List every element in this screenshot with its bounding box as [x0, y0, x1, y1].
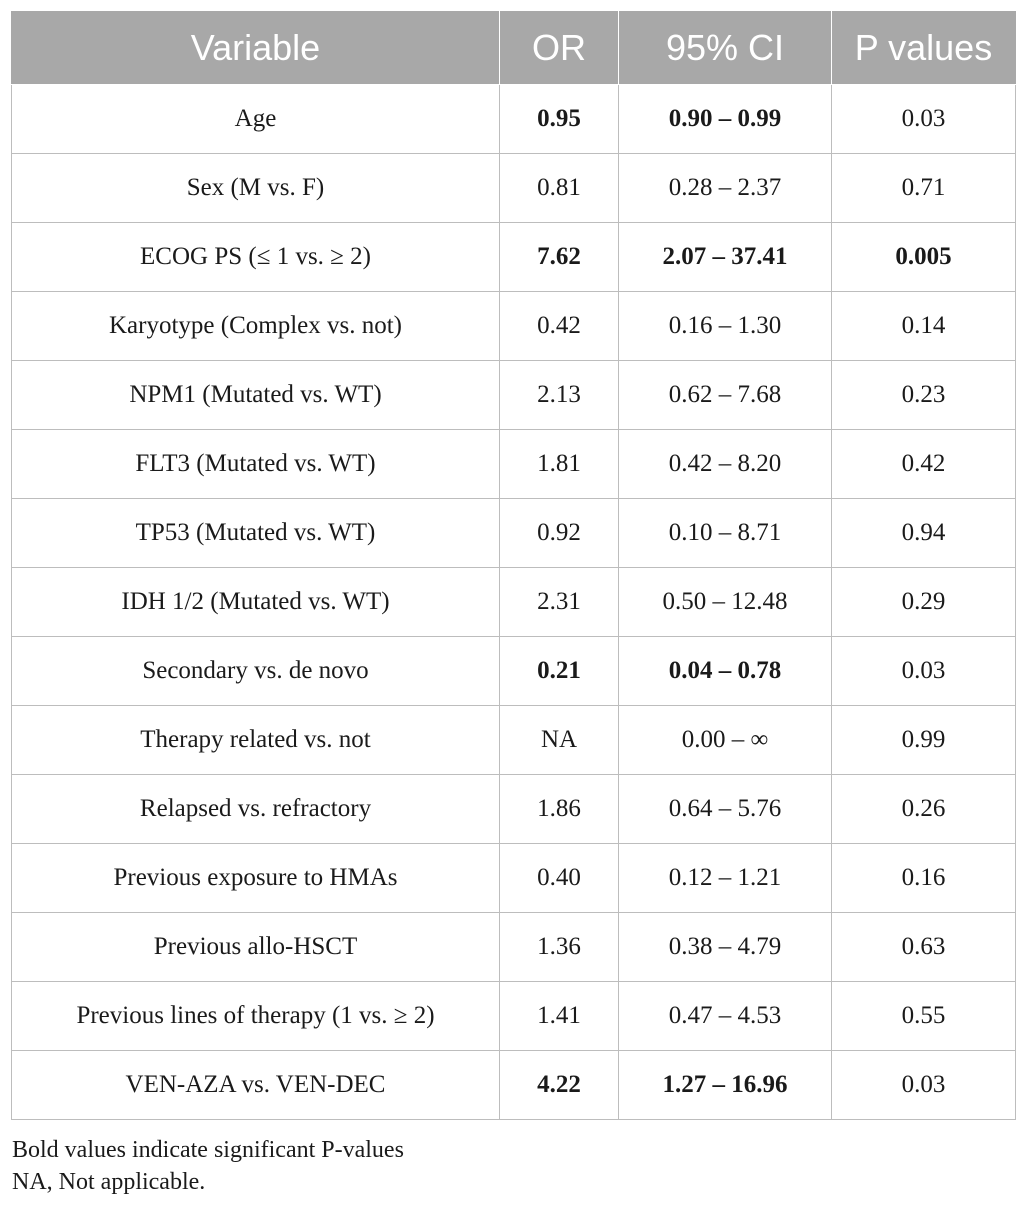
cell-variable: Sex (M vs. F) — [12, 154, 500, 223]
table-row — [12, 430, 1016, 499]
cell-p-value: 0.29 — [832, 568, 1016, 637]
cell-variable: Previous allo-HSCT — [12, 913, 500, 982]
cell-or: 2.31 — [500, 568, 619, 637]
cell-variable: TP53 (Mutated vs. WT) — [12, 499, 500, 568]
cell-variable: VEN-AZA vs. VEN-DEC — [12, 1051, 500, 1120]
cell-ci: 0.50 – 12.48 — [619, 568, 832, 637]
cell-or: 0.81 — [500, 154, 619, 223]
cell-or: 2.13 — [500, 361, 619, 430]
cell-variable: Previous exposure to HMAs — [12, 844, 500, 913]
cell-variable: FLT3 (Mutated vs. WT) — [12, 430, 500, 499]
cell-ci: 0.28 – 2.37 — [619, 154, 832, 223]
cell-or: 0.92 — [500, 499, 619, 568]
cell-ci: 0.47 – 4.53 — [619, 982, 832, 1051]
cell-or: 1.86 — [500, 775, 619, 844]
cell-ci: 0.38 – 4.79 — [619, 913, 832, 982]
footnote-bold-meaning: Bold values indicate significant P-values — [12, 1137, 404, 1163]
table-row — [12, 982, 1016, 1051]
cell-p-value: 0.03 — [832, 637, 1016, 706]
cell-or: 4.22 — [500, 1051, 619, 1120]
header-ci: 95% CI — [619, 11, 832, 85]
cell-or: 0.95 — [500, 85, 619, 154]
table-row — [12, 706, 1016, 775]
table-row — [12, 85, 1016, 154]
table-row — [12, 292, 1016, 361]
footnote-na-meaning: NA, Not applicable. — [12, 1169, 206, 1195]
odds-ratio-table-container — [11, 11, 1015, 1120]
table-body — [12, 85, 1016, 1120]
cell-p-value: 0.94 — [832, 499, 1016, 568]
table-row — [12, 775, 1016, 844]
cell-p-value: 0.16 — [832, 844, 1016, 913]
table-row — [12, 154, 1016, 223]
cell-ci: 0.12 – 1.21 — [619, 844, 832, 913]
cell-or: 7.62 — [500, 223, 619, 292]
header-p-values: P values — [832, 11, 1016, 85]
cell-p-value: 0.42 — [832, 430, 1016, 499]
header-row — [12, 11, 1016, 85]
cell-variable: Secondary vs. de novo — [12, 637, 500, 706]
cell-variable: NPM1 (Mutated vs. WT) — [12, 361, 500, 430]
cell-p-value: 0.23 — [832, 361, 1016, 430]
table-row — [12, 637, 1016, 706]
odds-ratio-table — [11, 11, 1016, 1120]
cell-ci: 0.42 – 8.20 — [619, 430, 832, 499]
cell-ci: 0.62 – 7.68 — [619, 361, 832, 430]
cell-p-value: 0.99 — [832, 706, 1016, 775]
cell-variable: IDH 1/2 (Mutated vs. WT) — [12, 568, 500, 637]
footnotes — [12, 1134, 404, 1198]
cell-ci: 2.07 – 37.41 — [619, 223, 832, 292]
cell-or: 1.41 — [500, 982, 619, 1051]
cell-ci: 0.64 – 5.76 — [619, 775, 832, 844]
cell-variable: Therapy related vs. not — [12, 706, 500, 775]
cell-ci: 1.27 – 16.96 — [619, 1051, 832, 1120]
cell-p-value: 0.03 — [832, 1051, 1016, 1120]
cell-variable: Relapsed vs. refractory — [12, 775, 500, 844]
table-row — [12, 499, 1016, 568]
table-row — [12, 1051, 1016, 1120]
cell-p-value: 0.71 — [832, 154, 1016, 223]
cell-variable: Age — [12, 85, 500, 154]
cell-or: 0.21 — [500, 637, 619, 706]
cell-p-value: 0.63 — [832, 913, 1016, 982]
cell-ci: 0.00 – ∞ — [619, 706, 832, 775]
header-or: OR — [500, 11, 619, 85]
cell-p-value: 0.14 — [832, 292, 1016, 361]
cell-ci: 0.90 – 0.99 — [619, 85, 832, 154]
table-row — [12, 223, 1016, 292]
cell-or: 1.36 — [500, 913, 619, 982]
cell-or: NA — [500, 706, 619, 775]
table-row — [12, 361, 1016, 430]
cell-variable: ECOG PS (≤ 1 vs. ≥ 2) — [12, 223, 500, 292]
cell-p-value: 0.55 — [832, 982, 1016, 1051]
cell-variable: Karyotype (Complex vs. not) — [12, 292, 500, 361]
cell-or: 0.42 — [500, 292, 619, 361]
cell-p-value: 0.03 — [832, 85, 1016, 154]
cell-p-value: 0.005 — [832, 223, 1016, 292]
cell-p-value: 0.26 — [832, 775, 1016, 844]
table-header — [12, 11, 1016, 85]
cell-or: 0.40 — [500, 844, 619, 913]
header-variable: Variable — [12, 11, 500, 85]
cell-variable: Previous lines of therapy (1 vs. ≥ 2) — [12, 982, 500, 1051]
table-row — [12, 568, 1016, 637]
cell-ci: 0.04 – 0.78 — [619, 637, 832, 706]
cell-or: 1.81 — [500, 430, 619, 499]
table-row — [12, 844, 1016, 913]
cell-ci: 0.10 – 8.71 — [619, 499, 832, 568]
table-row — [12, 913, 1016, 982]
cell-ci: 0.16 – 1.30 — [619, 292, 832, 361]
